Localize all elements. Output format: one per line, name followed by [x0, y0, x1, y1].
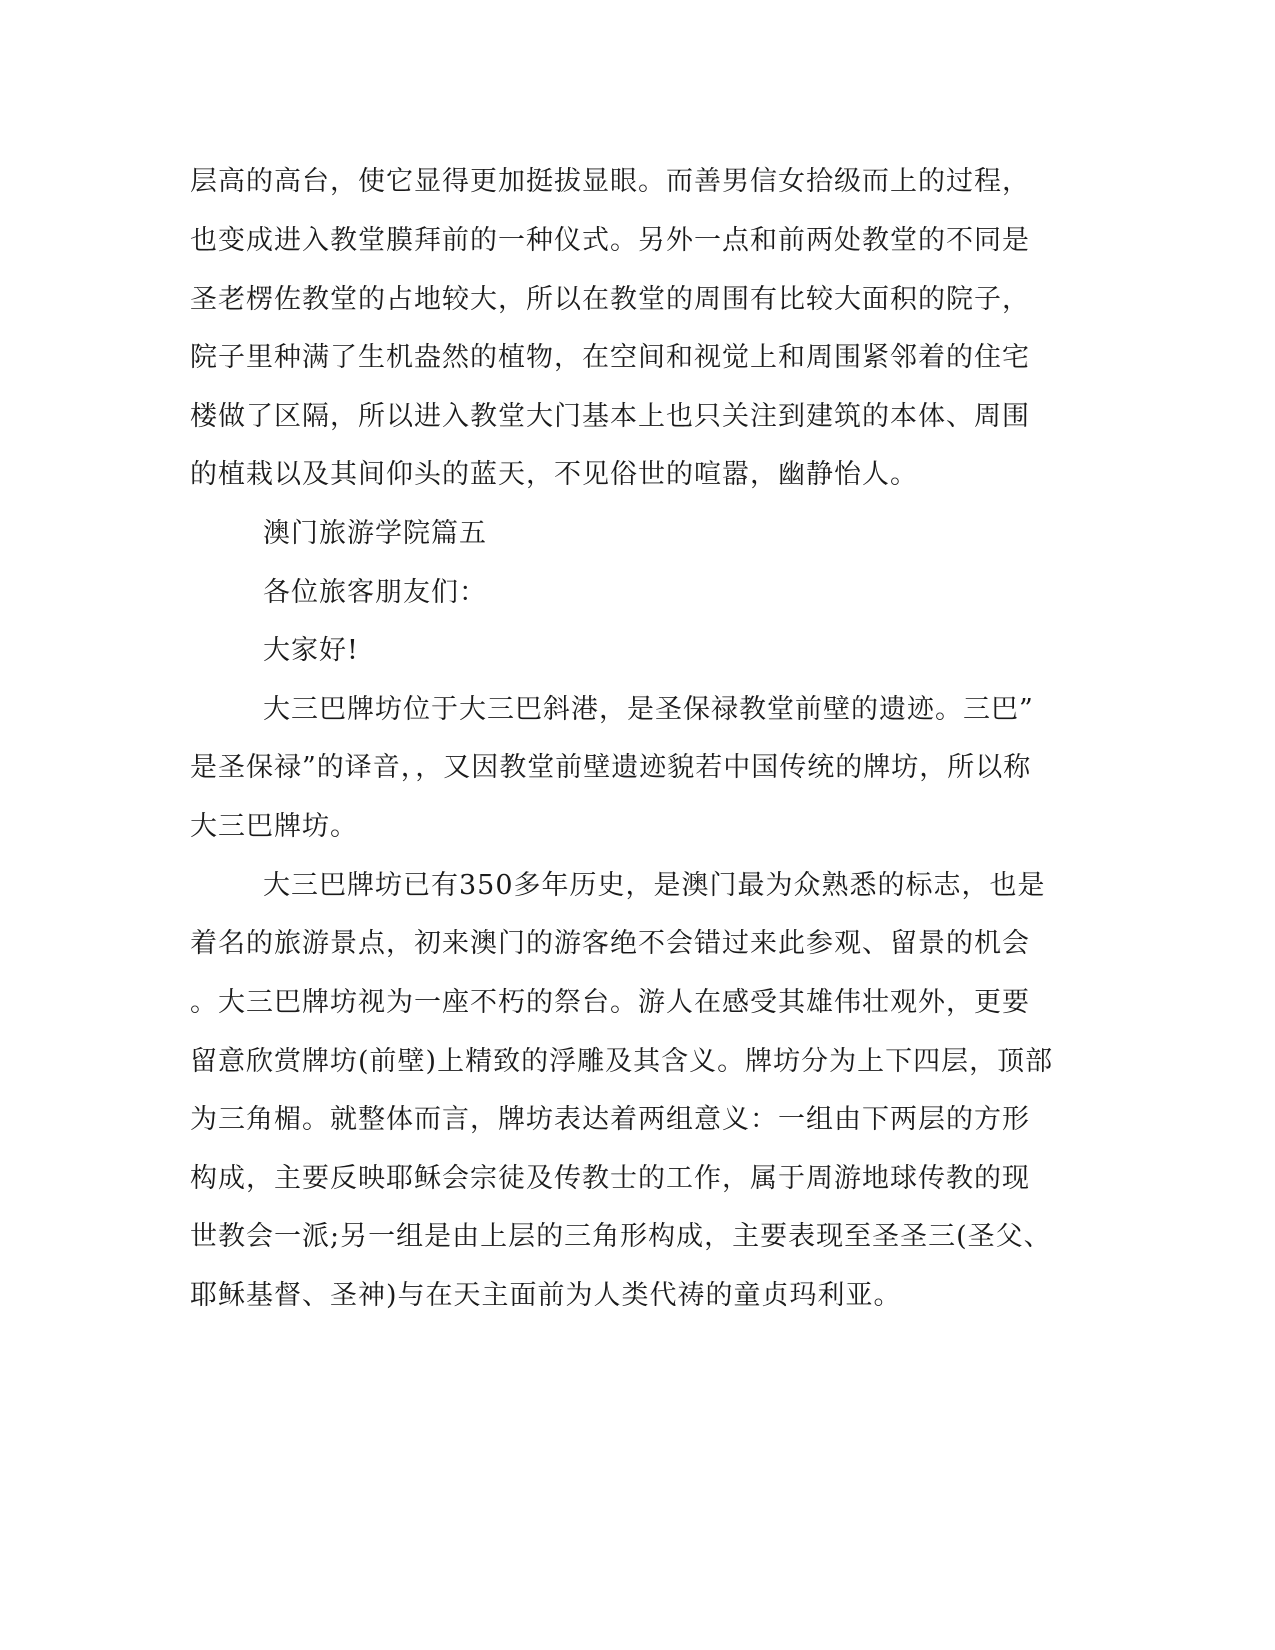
- paragraph-line: 院子里种满了生机盎然的植物，在空间和视觉上和周围紧邻着的住宅: [190, 342, 1030, 373]
- paragraph-line: 大三巴牌坊位于大三巴斜港，是圣保禄教堂前壁的遗迹。三巴”: [263, 694, 1034, 725]
- paragraph-line: 是圣保禄”的译音，，又因教堂前壁遗迹貌若中国传统的牌坊，所以称: [190, 752, 1032, 783]
- paragraph-line: 大三巴牌坊已有350多年历史，是澳门最为众熟悉的标志，也是: [263, 870, 1046, 901]
- paragraph-line: 楼做了区隔，所以进入教堂大门基本上也只关注到建筑的本体、周围: [190, 401, 1030, 432]
- paragraph-line: 圣老楞佐教堂的占地较大，所以在教堂的周围有比较大面积的院子，: [190, 284, 1030, 315]
- paragraph-line: 为三角楣。就整体而言，牌坊表达着两组意义：一组由下两层的方形: [190, 1104, 1030, 1135]
- paragraph-line: 也变成进入教堂膜拜前的一种仪式。另外一点和前两处教堂的不同是: [190, 225, 1030, 256]
- greeting-line: 各位旅客朋友们：: [263, 577, 487, 608]
- paragraph-line: 大三巴牌坊。: [190, 811, 358, 842]
- paragraph-line: 着名的旅游景点，初来澳门的游客绝不会错过来此参观、留景的机会: [190, 928, 1030, 959]
- paragraph-line: 世教会一派;另一组是由上层的三角形构成，主要表现至圣圣三(圣父、: [190, 1221, 1052, 1252]
- paragraph-line: 。大三巴牌坊视为一座不朽的祭台。游人在感受其雄伟壮观外，更要: [190, 987, 1030, 1018]
- paragraph-line: 构成，主要反映耶稣会宗徒及传教士的工作，属于周游地球传教的现: [190, 1163, 1030, 1194]
- paragraph-line: 层高的高台，使它显得更加挺拔显眼。而善男信女拾级而上的过程，: [190, 166, 1030, 197]
- greeting-line: 大家好!: [263, 635, 359, 666]
- paragraph-line: 的植栽以及其间仰头的蓝天，不见俗世的喧嚣，幽静怡人。: [190, 459, 918, 490]
- section-heading: 澳门旅游学院篇五: [263, 518, 487, 549]
- paragraph-line: 耶稣基督、圣神)与在天主面前为人类代祷的童贞玛利亚。: [190, 1280, 902, 1311]
- paragraph-line: 留意欣赏牌坊(前壁)上精致的浮雕及其含义。牌坊分为上下四层，顶部: [190, 1046, 1054, 1077]
